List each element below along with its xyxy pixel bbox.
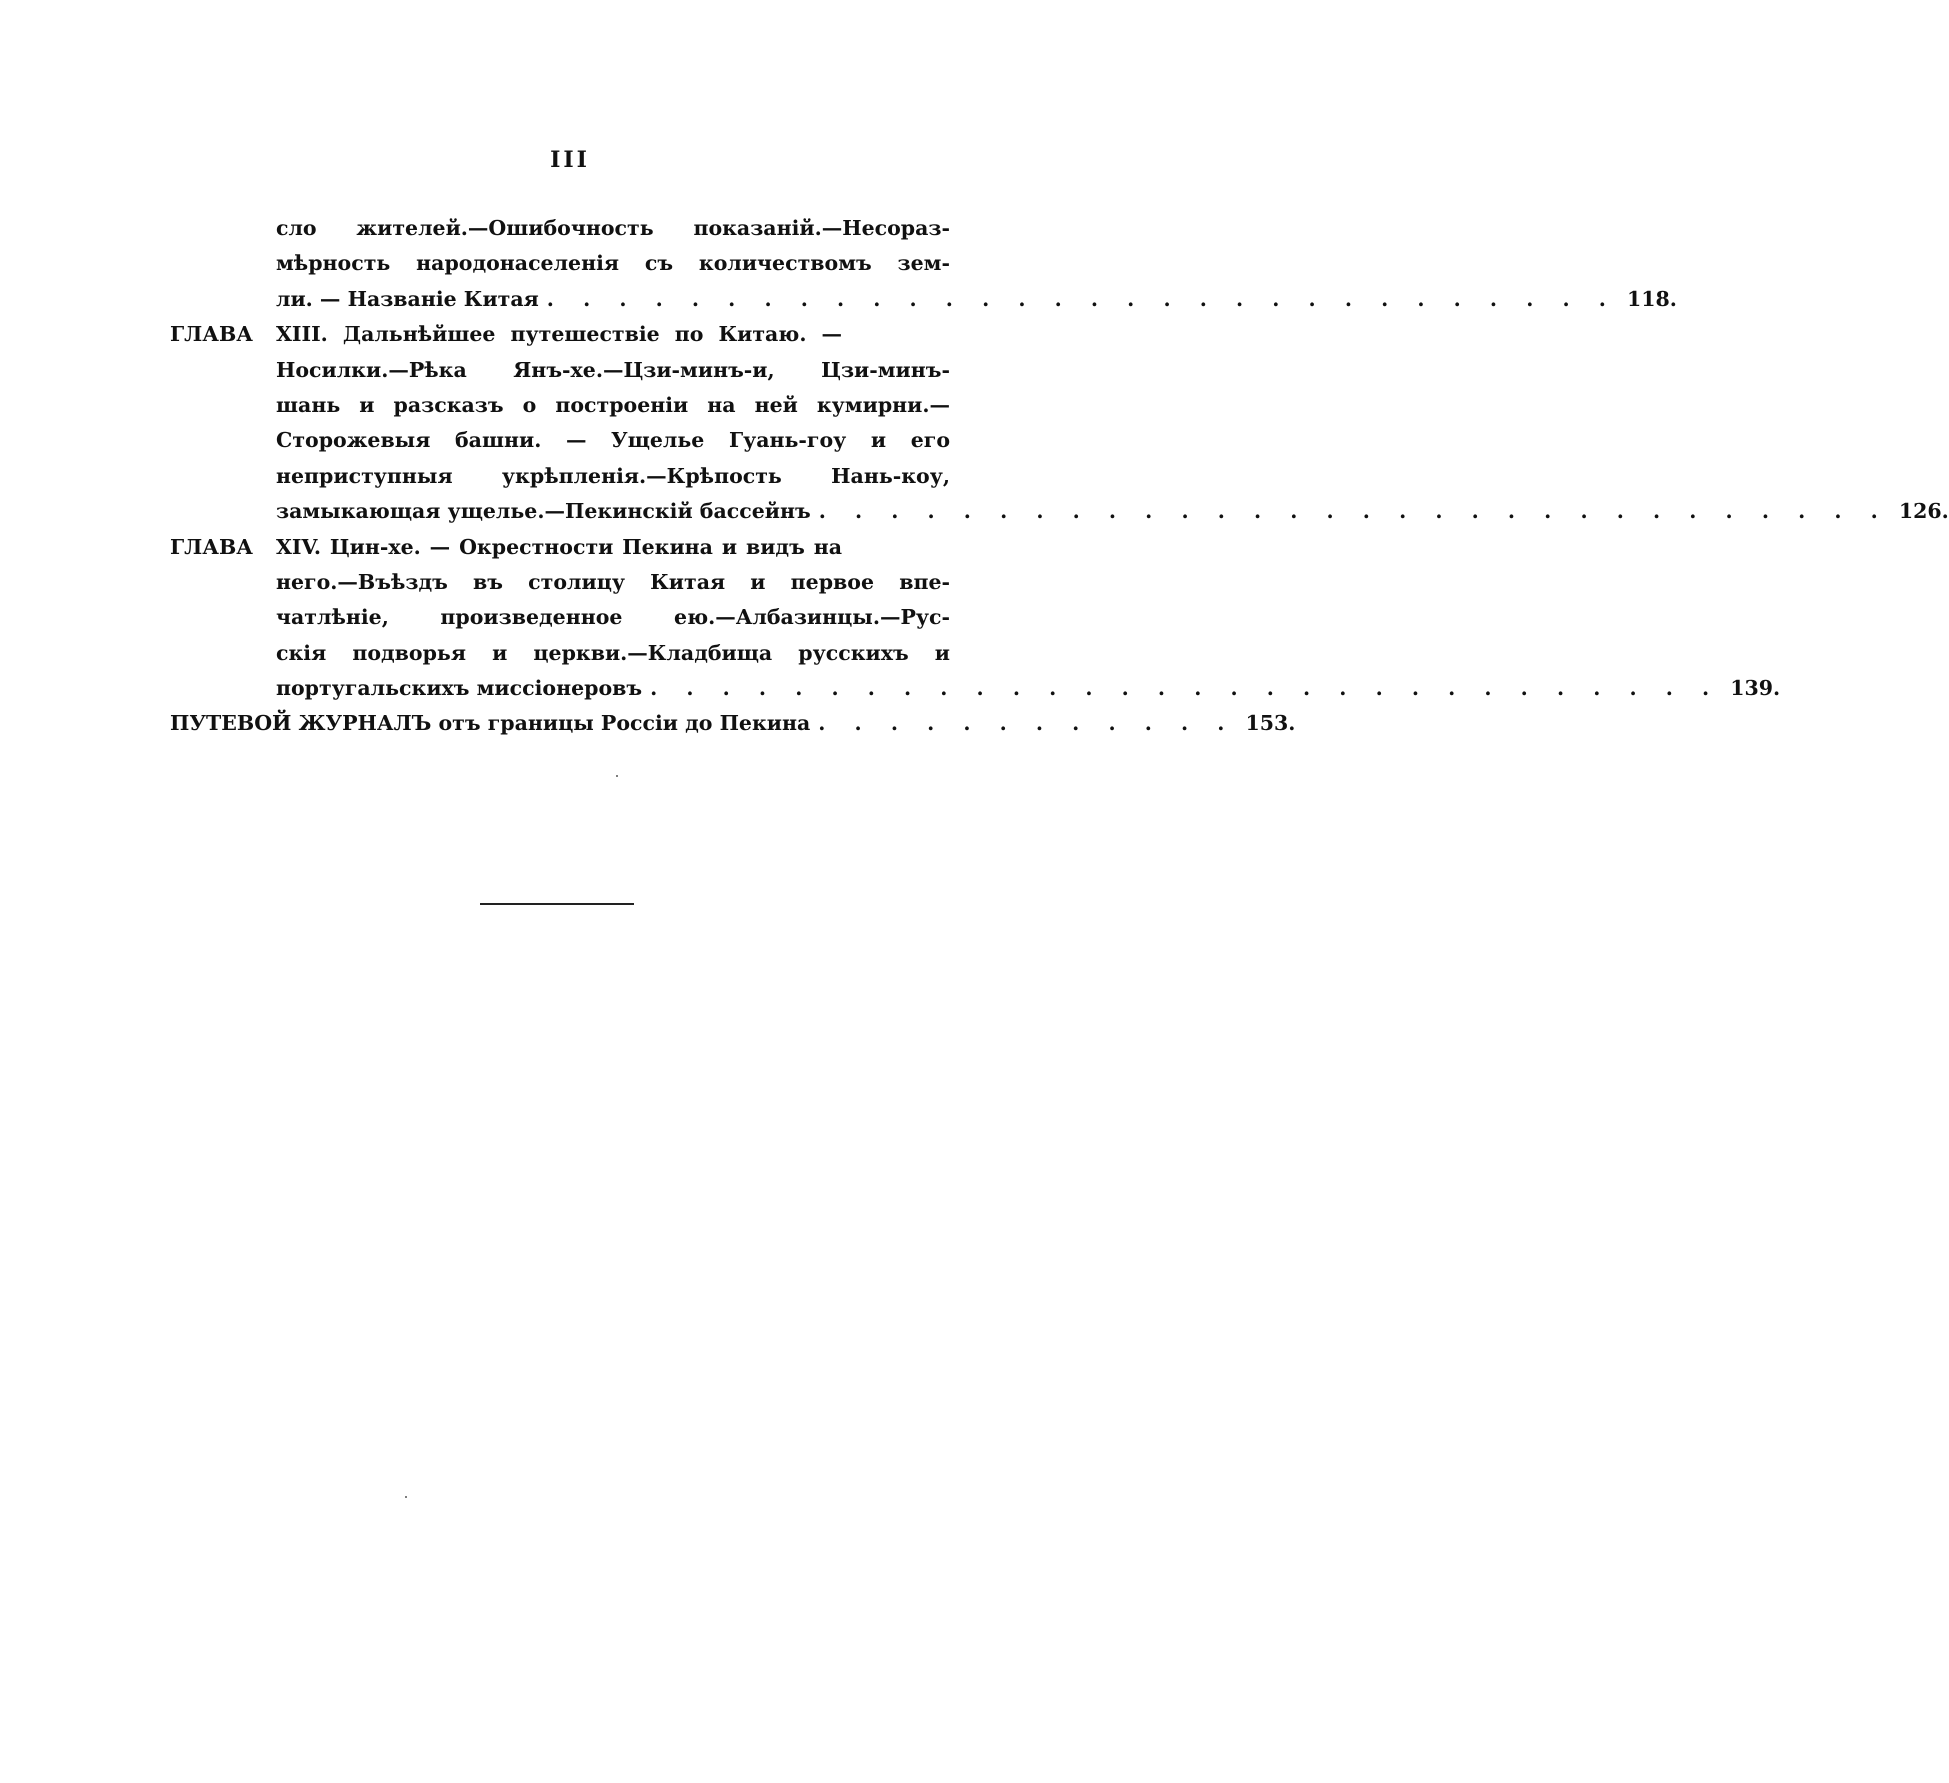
toc-entry-text: ли. — Названіе Китая	[276, 286, 539, 311]
toc-line: Сторожевыя башни. — Ущелье Гуань-гоу и его	[276, 428, 950, 453]
toc-line: XIII. Дальнѣйшее путешествіе по Китаю. —	[276, 322, 842, 347]
toc-line-first	[170, 530, 950, 565]
toc-line: Носилки.—Рѣка Янъ-хе.—Цзи-минъ-и, Цзи-минъ-	[276, 357, 950, 382]
toc-line: XIV. Цин-хе. — Окрестности Пекина и видъ на	[276, 534, 842, 559]
dot-leader: . . . . . . . . . . . . . . . . . . . . . . . . . . . . . .	[546, 286, 1617, 311]
toc-page-number: 126.	[1898, 499, 1949, 524]
toc-page-number: 139.	[1730, 676, 1781, 701]
dot-leader: . . . . . . . . . . . .	[818, 711, 1236, 736]
dot-leader: . . . . . . . . . . . . . . . . . . . . . . . . . . . . . .	[818, 499, 1889, 524]
chapter-label: ГЛАВА	[170, 322, 254, 347]
paper-speck	[405, 1496, 407, 1498]
divider-rule	[480, 903, 634, 905]
toc-page-number: 153.	[1245, 711, 1296, 736]
toc-entry-journal	[170, 706, 1296, 741]
toc-line: сло жителей.—Ошибочность показаній.—Несораз-	[276, 216, 950, 240]
toc-entry-continuation	[170, 211, 1677, 317]
toc-entry-text: ПУТЕВОЙ ЖУРНАЛЪ отъ границы Россіи до Пекина	[170, 711, 811, 736]
table-of-contents	[170, 211, 1949, 742]
chapter-label: ГЛАВА	[170, 534, 254, 559]
toc-line-last	[170, 282, 1677, 317]
toc-line: мѣрность народонаселенія съ количествомъ зем-	[276, 251, 950, 276]
toc-line-first	[170, 317, 950, 352]
toc-entry-chapter-14	[170, 530, 1781, 707]
dot-leader: . . . . . . . . . . . . . . . . . . . . . . . . . . . . . .	[650, 676, 1721, 701]
paper-speck	[616, 775, 618, 777]
page-number: III	[550, 147, 590, 173]
toc-page-number: 118.	[1626, 286, 1677, 311]
toc-line: шань и разсказъ о построеніи на ней кумирни.—	[276, 392, 950, 417]
toc-line-last	[170, 706, 1296, 741]
toc-line: скія подворья и церкви.—Кладбища русскихъ и	[276, 640, 950, 665]
toc-line-last	[170, 494, 1949, 529]
toc-entry-text: замыкающая ущелье.—Пекинскій бассейнъ	[276, 499, 811, 524]
toc-line: него.—Въѣздъ въ столицу Китая и первое впе-	[276, 569, 950, 594]
toc-entry-chapter-13	[170, 317, 1949, 529]
toc-entry-text: португальскихъ миссіонеровъ	[276, 676, 643, 701]
toc-line: неприступныя укрѣпленія.—Крѣпость Нань-коу,	[276, 463, 950, 488]
toc-line-last	[170, 671, 1781, 706]
toc-line: чатлѣніе, произведенное ею.—Албазинцы.—Рус-	[276, 605, 950, 630]
